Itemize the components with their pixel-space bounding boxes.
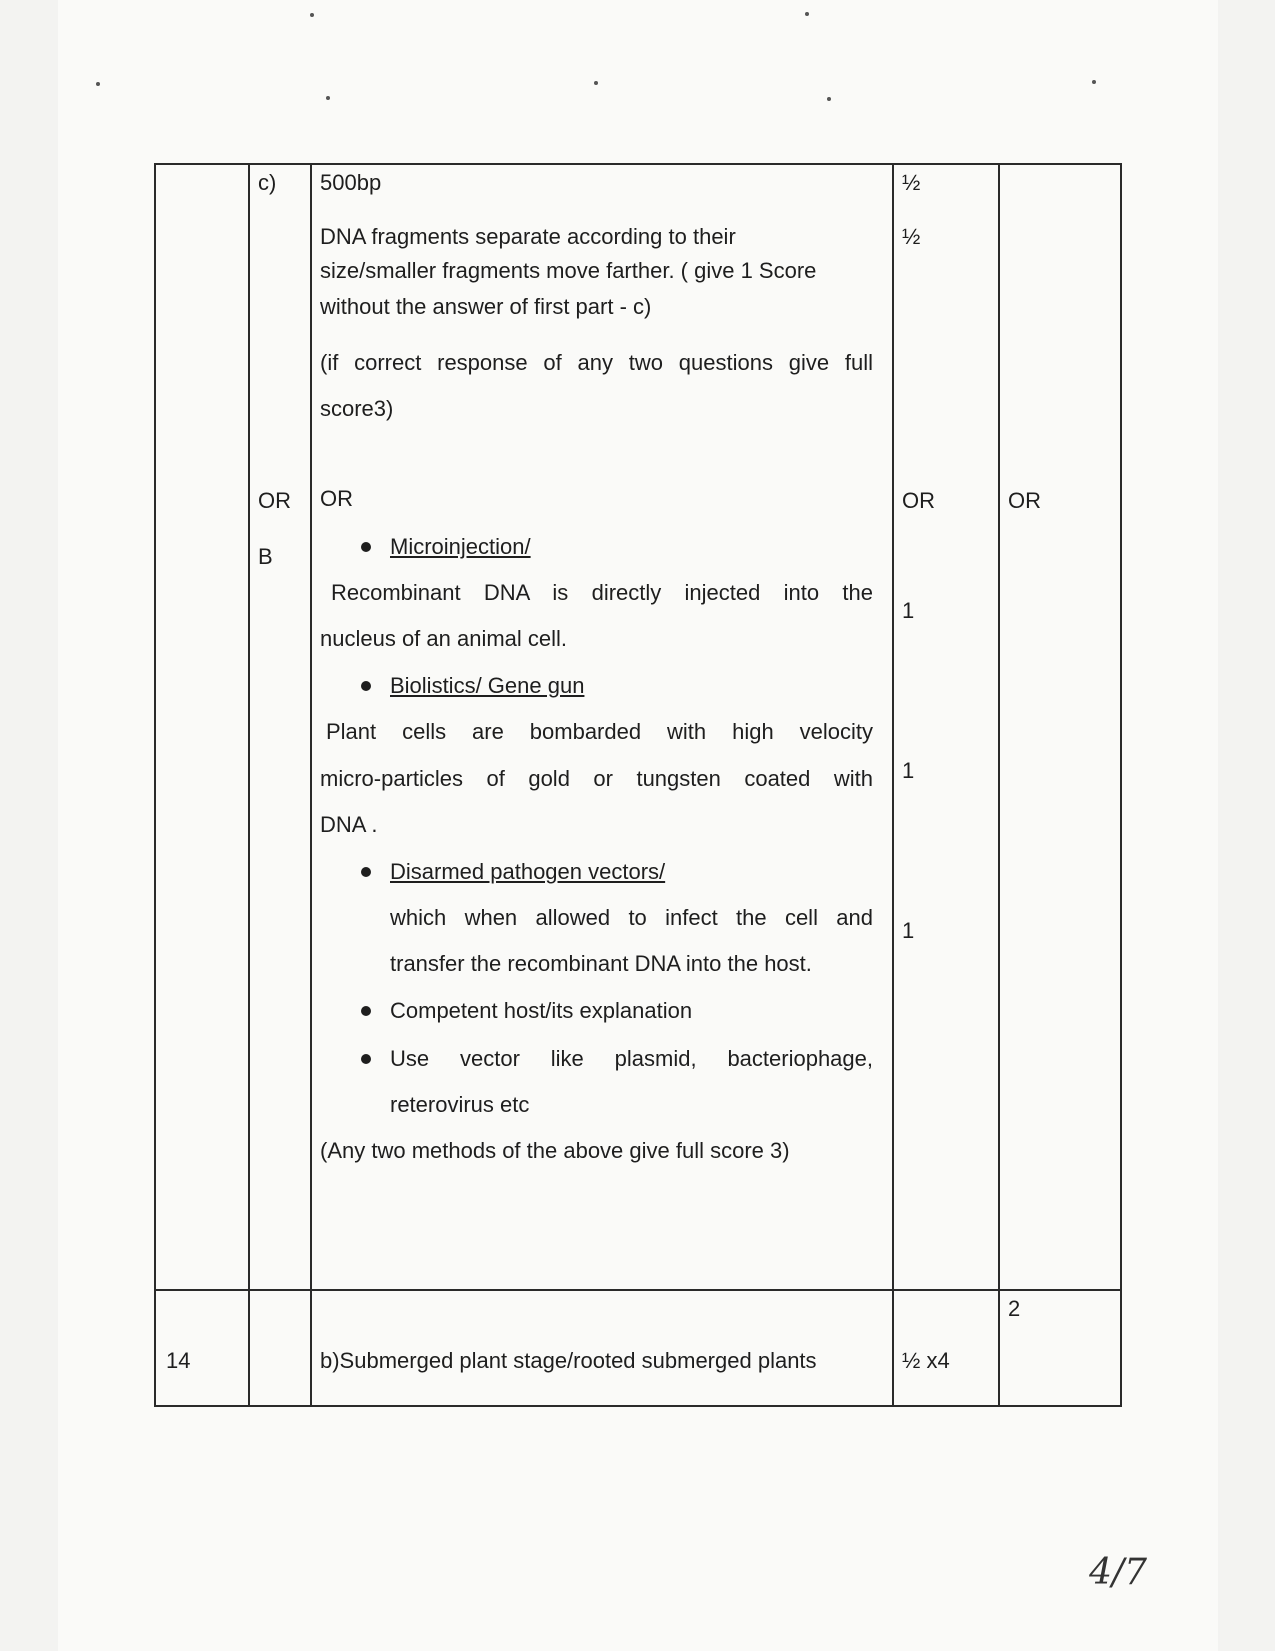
method-text-line: transfer the recombinant DNA into the host.: [390, 951, 812, 976]
c-explanation-line: without the answer of first part - c): [320, 294, 652, 319]
table-row: [155, 1290, 1121, 1406]
or-label: OR: [320, 486, 353, 511]
question-number-cell: [155, 1290, 249, 1406]
scan-speck: [1092, 80, 1096, 84]
scan-speck: [594, 81, 598, 85]
scan-speck: [310, 13, 314, 17]
scan-speck: [96, 82, 100, 86]
score-value: ½: [902, 170, 921, 195]
question-number: 14: [166, 1348, 191, 1373]
bullet: [361, 1006, 371, 1016]
total-value: 2: [1008, 1296, 1021, 1321]
method-competent-host: Competent host/its explanation: [390, 998, 693, 1023]
score-value: ½ x4: [902, 1348, 950, 1373]
score-value: 1: [902, 598, 915, 623]
question-number-cell: [155, 164, 249, 1290]
c-explanation-line: size/smaller fragments move farther. ( give 1 Score: [320, 258, 817, 283]
method-text-line: nucleus of an animal cell.: [320, 626, 568, 651]
method-text-line: Recombinant DNA is directly injected into the: [331, 580, 873, 605]
c-explanation-line: DNA fragments separate according to their: [320, 224, 736, 249]
table-row: [155, 164, 1121, 1290]
scoring-note-line: score3): [320, 396, 394, 421]
total-or-label: OR: [1008, 488, 1041, 513]
score-value: 1: [902, 758, 915, 783]
total-cell: [999, 1290, 1121, 1406]
method-text-line: micro-particles of gold or tungsten coated with: [320, 766, 873, 791]
method-text-line: which when allowed to infect the cell and: [390, 905, 873, 930]
method-title-microinjection: Microinjection/: [390, 534, 531, 559]
method-title-disarmed-pathogen: Disarmed pathogen vectors/: [390, 859, 666, 884]
answer-cell: [311, 1290, 893, 1406]
scoring-note-line: (if correct response of any two questions give full: [320, 350, 873, 375]
bullet: [361, 681, 371, 691]
score-cell: [893, 164, 999, 1290]
method-title-biolistics: Biolistics/ Gene gun: [390, 673, 585, 698]
total-cell: [999, 164, 1121, 1290]
part-label-c: c): [258, 170, 277, 195]
score-or-label: OR: [902, 488, 935, 513]
answer-text: b)Submerged plant stage/rooted submerged plants: [320, 1348, 817, 1373]
page-number: 4/7: [1089, 1552, 1147, 1593]
score-value: ½: [902, 224, 921, 249]
part-label-or: OR: [258, 488, 291, 513]
method-text-line: reterovirus etc: [390, 1092, 530, 1117]
scan-speck: [827, 97, 831, 101]
final-scoring-note: (Any two methods of the above give full score 3): [320, 1138, 790, 1163]
bullet: [361, 1054, 371, 1064]
part-cell: [249, 1290, 311, 1406]
part-label-b: B: [258, 544, 273, 569]
c-answer: 500bp: [320, 170, 382, 195]
part-cell: [249, 164, 311, 1290]
method-text-line: Use vector like plasmid, bacteriophage,: [390, 1046, 873, 1071]
score-value: 1: [902, 918, 915, 943]
bullet: [361, 867, 371, 877]
method-text-line: Plant cells are bombarded with high velocity: [326, 719, 873, 744]
method-text-line: DNA .: [320, 812, 378, 837]
score-cell: [893, 1290, 999, 1406]
answer-cell: [311, 164, 893, 1290]
bullet: [361, 542, 371, 552]
scan-speck: [326, 96, 330, 100]
scan-speck: [805, 12, 809, 16]
answer-key-table: [154, 163, 1122, 1407]
